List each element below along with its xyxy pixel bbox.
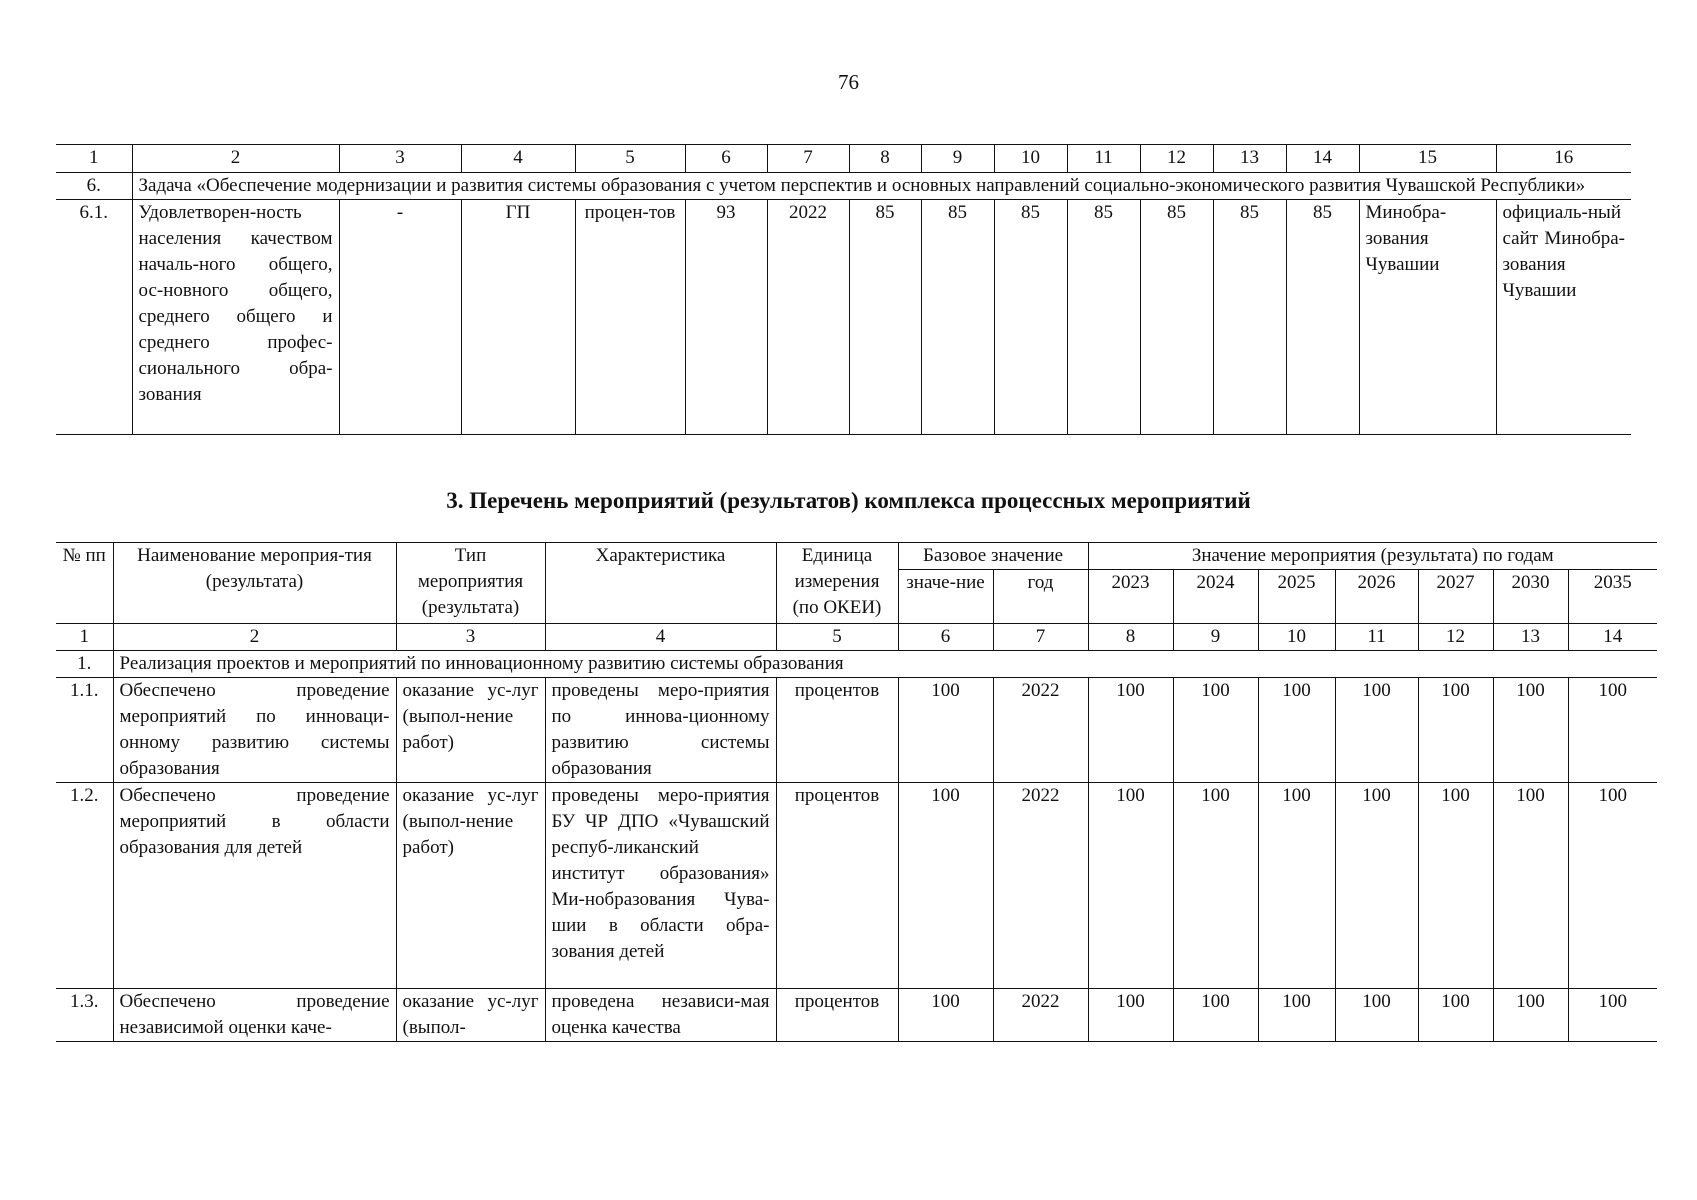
table1-column-numbers bbox=[56, 145, 1631, 173]
row-base-value: 100 bbox=[898, 678, 993, 783]
row-value-2025: 100 bbox=[1258, 783, 1335, 989]
task-row bbox=[56, 173, 1631, 200]
hdr-type: Тип мероприятия (результата) bbox=[396, 543, 545, 624]
hdr-name: Наименование мероприя-тия (результата) bbox=[113, 543, 396, 624]
hdr-year: 2024 bbox=[1173, 570, 1258, 624]
t1-colnum: 11 bbox=[1067, 145, 1140, 173]
row-value-2035: 100 bbox=[1568, 678, 1657, 783]
hdr-values-by-year: Значение мероприятия (результата) по годам bbox=[1088, 543, 1657, 570]
indicator-value: 85 bbox=[1140, 200, 1213, 435]
hdr-year: 2023 bbox=[1088, 570, 1173, 624]
t1-colnum: 12 bbox=[1140, 145, 1213, 173]
indicator-base-year: 2022 bbox=[767, 200, 849, 435]
t2-colnum: 11 bbox=[1335, 624, 1418, 651]
t1-colnum: 15 bbox=[1359, 145, 1496, 173]
t1-colnum: 13 bbox=[1213, 145, 1286, 173]
row-unit: процентов bbox=[776, 678, 898, 783]
row-characteristic: проведены меро-приятия БУ ЧР ДПО «Чувашский респуб-ликанский институт образования» Ми-нобразования Чува-шии в области обра-зования детей bbox=[545, 783, 776, 989]
table-row bbox=[56, 989, 1657, 1042]
row-value-2023: 100 bbox=[1088, 783, 1173, 989]
row-value-2027: 100 bbox=[1418, 783, 1493, 989]
hdr-year: 2026 bbox=[1335, 570, 1418, 624]
t2-colnum: 2 bbox=[113, 624, 396, 651]
t2-colnum: 13 bbox=[1493, 624, 1568, 651]
row-name: Обеспечено проведение мероприятий в области образования для детей bbox=[113, 783, 396, 989]
indicator-value: 85 bbox=[1286, 200, 1359, 435]
t2-colnum: 5 bbox=[776, 624, 898, 651]
row-unit: процентов bbox=[776, 783, 898, 989]
row-number: 1.1. bbox=[56, 678, 113, 783]
hdr-year: 2030 bbox=[1493, 570, 1568, 624]
row-value-2035: 100 bbox=[1568, 989, 1657, 1042]
hdr-year: 2027 bbox=[1418, 570, 1493, 624]
indicator-name: Удовлетворен-ность населения качеством началь-ного общего, ос-новного общего, среднего общего и среднего профес-сионального обра-зования bbox=[132, 200, 339, 435]
row-type: оказание ус-луг (выпол-нение работ) bbox=[396, 783, 545, 989]
task-text: Задача «Обеспечение модернизации и развития системы образования с учетом перспектив и основных направлений социально-экономического развития Чувашской Республики» bbox=[132, 173, 1631, 200]
row-characteristic: проведены меро-приятия по иннова-ционному развитию системы образования bbox=[545, 678, 776, 783]
t1-colnum: 7 bbox=[767, 145, 849, 173]
row-value-2027: 100 bbox=[1418, 989, 1493, 1042]
t2-colnum: 3 bbox=[396, 624, 545, 651]
row-value-2023: 100 bbox=[1088, 989, 1173, 1042]
t1-colnum: 10 bbox=[994, 145, 1067, 173]
t2-colnum: 6 bbox=[898, 624, 993, 651]
indicator-value: 85 bbox=[994, 200, 1067, 435]
hdr-characteristic: Характеристика bbox=[545, 543, 776, 624]
row-base-year: 2022 bbox=[993, 989, 1088, 1042]
row-unit: процентов bbox=[776, 989, 898, 1042]
hdr-base: Базовое значение bbox=[898, 543, 1088, 570]
row-value-2030: 100 bbox=[1493, 989, 1568, 1042]
row-base-year: 2022 bbox=[993, 678, 1088, 783]
row-value-2030: 100 bbox=[1493, 783, 1568, 989]
measures-section-row bbox=[56, 651, 1657, 678]
indicators-table bbox=[56, 144, 1631, 435]
hdr-base-value: значе-ние bbox=[898, 570, 993, 624]
section-number: 1. bbox=[56, 651, 113, 678]
row-value-2024: 100 bbox=[1173, 783, 1258, 989]
indicator-c3: - bbox=[339, 200, 461, 435]
t2-colnum: 14 bbox=[1568, 624, 1657, 651]
row-name: Обеспечено проведение мероприятий по инноваци-онному развитию системы образования bbox=[113, 678, 396, 783]
t2-colnum: 7 bbox=[993, 624, 1088, 651]
hdr-year: 2035 bbox=[1568, 570, 1657, 624]
row-value-2026: 100 bbox=[1335, 783, 1418, 989]
row-name: Обеспечено проведение независимой оценки каче- bbox=[113, 989, 396, 1042]
table-row bbox=[56, 678, 1657, 783]
row-value-2026: 100 bbox=[1335, 678, 1418, 783]
row-value-2030: 100 bbox=[1493, 678, 1568, 783]
t1-colnum: 6 bbox=[685, 145, 767, 173]
row-base-value: 100 bbox=[898, 989, 993, 1042]
t1-colnum: 4 bbox=[461, 145, 575, 173]
t1-colnum: 9 bbox=[921, 145, 994, 173]
row-type: оказание ус-луг (выпол- bbox=[396, 989, 545, 1042]
t2-colnum: 8 bbox=[1088, 624, 1173, 651]
row-value-2035: 100 bbox=[1568, 783, 1657, 989]
row-number: 1.3. bbox=[56, 989, 113, 1042]
task-number: 6. bbox=[56, 173, 132, 200]
t1-colnum: 1 bbox=[56, 145, 132, 173]
t2-colnum: 10 bbox=[1258, 624, 1335, 651]
t1-colnum: 3 bbox=[339, 145, 461, 173]
section-text: Реализация проектов и мероприятий по инновационному развитию системы образования bbox=[113, 651, 1657, 678]
indicator-unit: процен-тов bbox=[575, 200, 685, 435]
indicator-value: 85 bbox=[1067, 200, 1140, 435]
hdr-year: 2025 bbox=[1258, 570, 1335, 624]
row-base-value: 100 bbox=[898, 783, 993, 989]
t2-colnum: 1 bbox=[56, 624, 113, 651]
row-value-2025: 100 bbox=[1258, 678, 1335, 783]
row-type: оказание ус-луг (выпол-нение работ) bbox=[396, 678, 545, 783]
t1-colnum: 2 bbox=[132, 145, 339, 173]
measures-table bbox=[56, 542, 1657, 1042]
t1-colnum: 8 bbox=[849, 145, 921, 173]
indicator-base-value: 93 bbox=[685, 200, 767, 435]
indicator-value: 85 bbox=[849, 200, 921, 435]
row-value-2024: 100 bbox=[1173, 989, 1258, 1042]
table2-column-numbers bbox=[56, 624, 1657, 651]
t1-colnum: 14 bbox=[1286, 145, 1359, 173]
table-row bbox=[56, 783, 1657, 989]
row-value-2023: 100 bbox=[1088, 678, 1173, 783]
indicator-source: официаль-ный сайт Минобра-зования Чувашии bbox=[1496, 200, 1631, 435]
row-value-2025: 100 bbox=[1258, 989, 1335, 1042]
indicator-number: 6.1. bbox=[56, 200, 132, 435]
indicator-value: 85 bbox=[921, 200, 994, 435]
t2-colnum: 9 bbox=[1173, 624, 1258, 651]
row-value-2024: 100 bbox=[1173, 678, 1258, 783]
row-value-2026: 100 bbox=[1335, 989, 1418, 1042]
t1-colnum: 5 bbox=[575, 145, 685, 173]
row-base-year: 2022 bbox=[993, 783, 1088, 989]
t2-colnum: 4 bbox=[545, 624, 776, 651]
indicator-responsible: Минобра-зования Чувашии bbox=[1359, 200, 1496, 435]
row-number: 1.2. bbox=[56, 783, 113, 989]
hdr-unit: Единица измерения (по ОКЕИ) bbox=[776, 543, 898, 624]
hdr-number: № пп bbox=[56, 543, 113, 624]
section-title: 3. Перечень мероприятий (результатов) комплекса процессных мероприятий bbox=[446, 488, 1251, 513]
row-value-2027: 100 bbox=[1418, 678, 1493, 783]
row-characteristic: проведена независи-мая оценка качества bbox=[545, 989, 776, 1042]
indicator-level: ГП bbox=[461, 200, 575, 435]
page-number: 76 bbox=[838, 70, 859, 94]
t2-colnum: 12 bbox=[1418, 624, 1493, 651]
indicator-row bbox=[56, 200, 1631, 435]
indicator-value: 85 bbox=[1213, 200, 1286, 435]
table2-header-row1 bbox=[56, 543, 1657, 570]
t1-colnum: 16 bbox=[1496, 145, 1631, 173]
hdr-base-year: год bbox=[993, 570, 1088, 624]
